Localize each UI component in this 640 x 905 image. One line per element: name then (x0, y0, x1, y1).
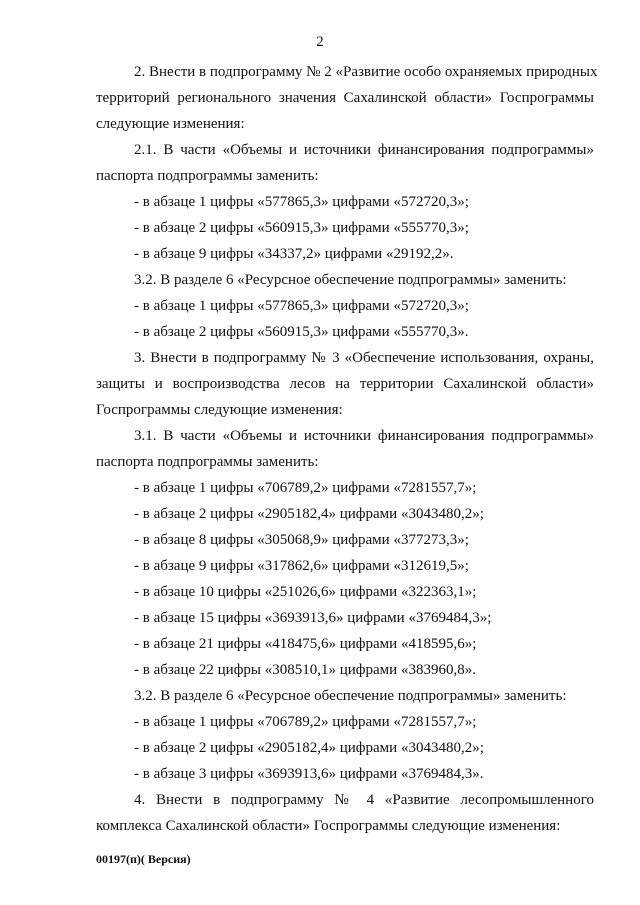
text-line: - в абзаце 15 цифры «3693913,6» цифрами «3769484,3»; (134, 610, 492, 626)
text-line: - в абзаце 1 цифры «577865,3» цифрами «572720,3»; (134, 298, 469, 314)
text-line: - в абзаце 8 цифры «305068,9» цифрами «377273,3»; (134, 532, 469, 548)
text-line: - в абзаце 9 цифры «34337,2» цифрами «29192,2». (134, 246, 454, 262)
text-line: - в абзаце 22 цифры «308510,1» цифрами «383960,8». (134, 662, 476, 678)
text-line: - в абзаце 2 цифры «560915,3» цифрами «555770,3»; (134, 220, 469, 236)
text-line: - в абзаце 1 цифры «706789,2» цифрами «7281557,7»; (134, 480, 477, 496)
document-footer (96, 852, 191, 867)
footer-version: Версия) (144, 852, 191, 866)
text-line: следующие изменения: (96, 116, 245, 132)
text-line: - в абзаце 2 цифры «2905182,4» цифрами «3043480,2»; (134, 740, 484, 756)
text-line: - в абзаце 2 цифры «560915,3» цифрами «555770,3». (134, 324, 469, 340)
text-line: 3.1. В части «Объемы и источники финансирования подпрограммы» (134, 428, 594, 444)
text-line: 3. Внести в подпрограмму № 3 «Обеспечение использования, охраны, (134, 350, 594, 366)
text-line: паспорта подпрограммы заменить: (96, 168, 319, 184)
document-body (96, 62, 598, 842)
text-line: паспорта подпрограммы заменить: (96, 454, 319, 470)
text-line: 4. Внести в подпрограмму № 4 «Развитие лесопромышленного (134, 792, 594, 808)
text-line: - в абзаце 2 цифры «2905182,4» цифрами «3043480,2»; (134, 506, 484, 522)
text-line: - в абзаце 10 цифры «251026,6» цифрами «322363,1»; (134, 584, 477, 600)
text-line: - в абзаце 1 цифры «577865,3» цифрами «572720,3»; (134, 194, 469, 210)
page-number: 2 (316, 34, 324, 50)
text-line: комплекса Сахалинской области» Госпрограммы следующие изменения: (96, 818, 561, 834)
text-line: 2.1. В части «Объемы и источники финансирования подпрограммы» (134, 142, 594, 158)
text-line: - в абзаце 9 цифры «317862,6» цифрами «312619,5»; (134, 558, 469, 574)
text-line: - в абзаце 3 цифры «3693913,6» цифрами «3769484,3». (134, 766, 484, 782)
text-line: Госпрограммы следующие изменения: (96, 402, 343, 418)
text-line: 3.2. В разделе 6 «Ресурсное обеспечение подпрограммы» заменить: (134, 688, 567, 704)
text-line: 3.2. В разделе 6 «Ресурсное обеспечение подпрограммы» заменить: (134, 272, 567, 288)
text-line: 2. Внести в подпрограмму № 2 «Развитие особо охраняемых природных (134, 64, 598, 80)
text-line: - в абзаце 21 цифры «418475,6» цифрами «418595,6»; (134, 636, 477, 652)
text-line: - в абзаце 1 цифры «706789,2» цифрами «7281557,7»; (134, 714, 477, 730)
footer-code: 00197(п)( (96, 852, 145, 866)
text-line: защиты и воспроизводства лесов на территории Сахалинской области» (96, 376, 594, 392)
text-line: территорий регионального значения Сахалинской области» Госпрограммы (96, 90, 594, 106)
